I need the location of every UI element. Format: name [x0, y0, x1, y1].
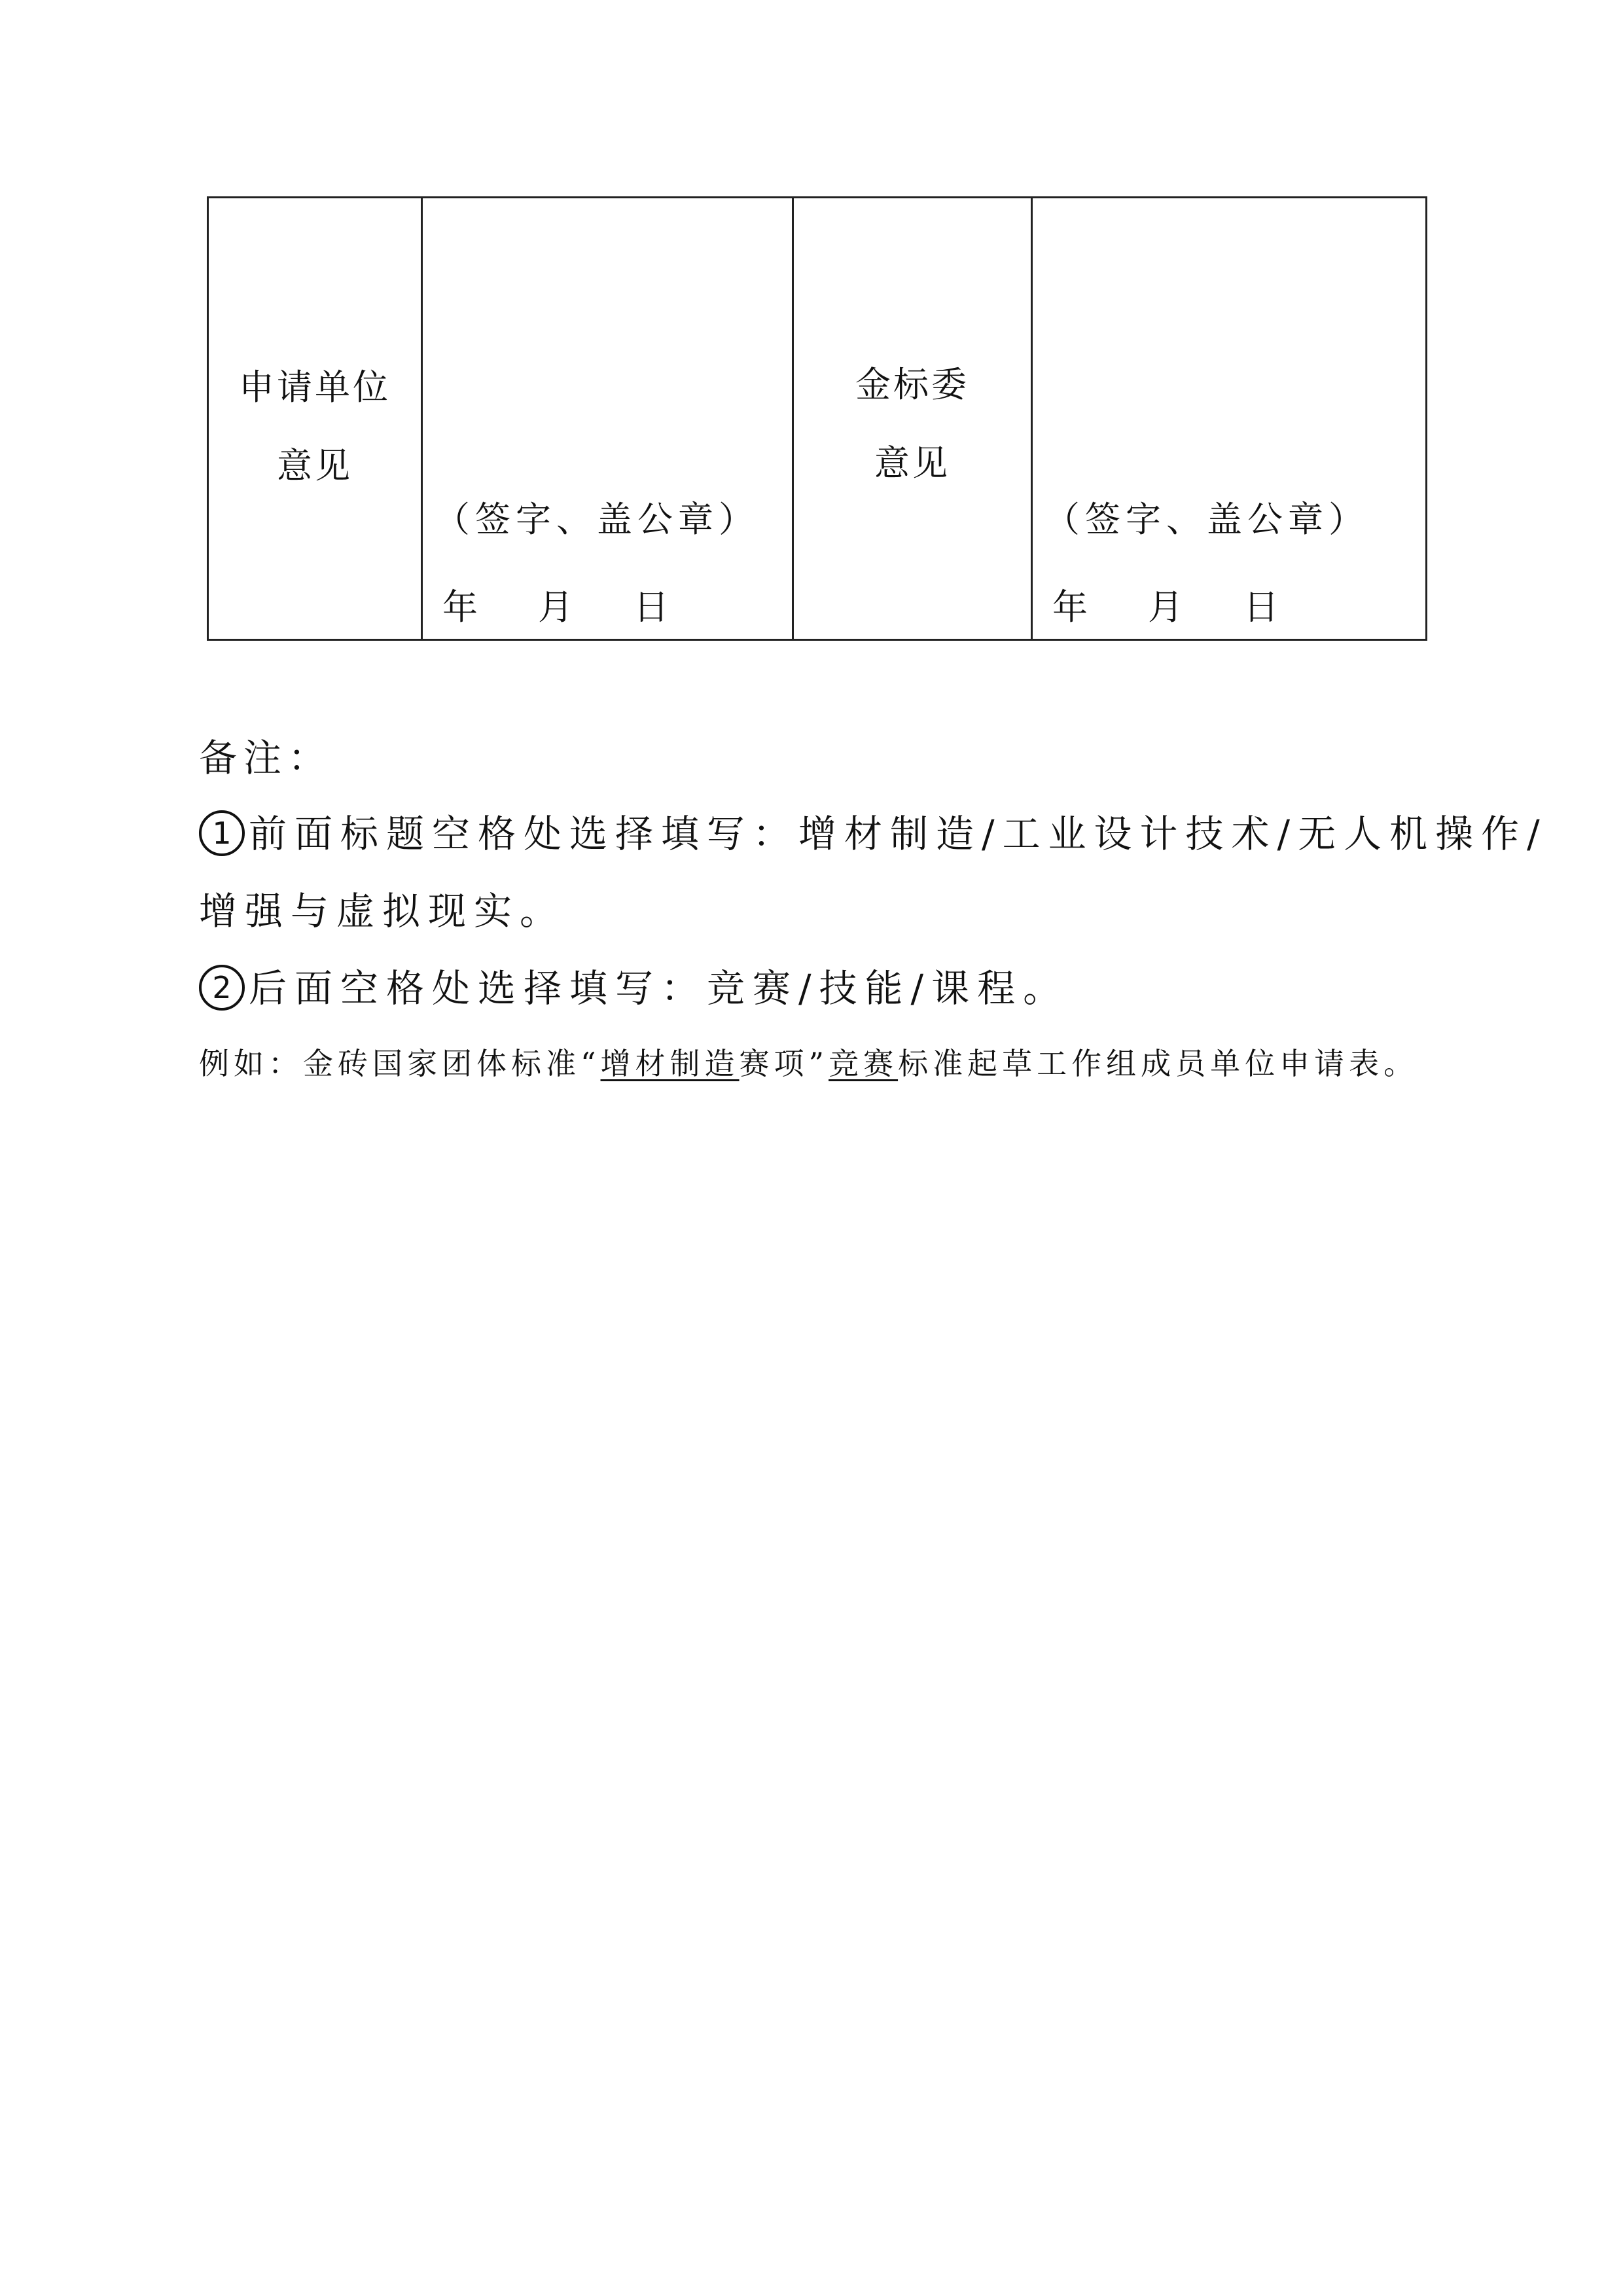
- opinion-table: [207, 196, 1427, 641]
- committee-label-line-1: 金标委: [855, 364, 969, 405]
- note-item-2: [199, 962, 1442, 1014]
- committee-date: [1052, 579, 1279, 630]
- committee-sign-note: （签字、盖公章）: [1044, 499, 1369, 540]
- committee-label: [794, 364, 1031, 489]
- applicant-label-cell: [208, 198, 422, 640]
- committee-label-cell: [793, 198, 1032, 640]
- committee-date-month: 月: [1148, 586, 1183, 628]
- committee-date-day: 日: [1243, 586, 1279, 628]
- applicant-date-day: 日: [633, 586, 669, 628]
- applicant-sign-note: （签字、盖公章）: [435, 499, 759, 540]
- applicant-date: [442, 579, 669, 630]
- opinion-row: [208, 198, 1427, 640]
- note-item-2-text: 后面空格处选择填写：竞赛/技能/课程。: [249, 966, 1069, 1011]
- example-fill-2: 竞赛: [829, 1046, 899, 1081]
- note-item-1-continuation: 增强与虚拟现实。: [199, 889, 566, 933]
- example-middle: 赛项”: [739, 1046, 829, 1081]
- example-suffix: 标准起草工作组成员单位申请表。: [898, 1046, 1419, 1081]
- applicant-date-year: 年: [442, 586, 478, 628]
- example-prefix: 例如：金砖国家团体标准“: [199, 1046, 601, 1081]
- applicant-date-month: 月: [538, 586, 573, 628]
- committee-date-year: 年: [1052, 586, 1088, 628]
- example-line: [199, 1041, 1442, 1086]
- circled-two-icon: 2: [199, 965, 245, 1011]
- note-item-1-text: 前面标题空格处选择填写：增材制造/工业设计技术/无人机操作/: [249, 812, 1548, 856]
- example-fill-1: 增材制造: [600, 1046, 740, 1081]
- applicant-opinion-cell[interactable]: [422, 198, 793, 640]
- notes-section: [199, 732, 1548, 1086]
- notes-title: 备注：: [199, 736, 333, 780]
- applicant-label-line-1: 申请单位: [239, 367, 391, 408]
- note-item-1: [199, 808, 1548, 860]
- applicant-label-line-2: 意见: [277, 445, 353, 486]
- committee-opinion-cell[interactable]: [1032, 198, 1427, 640]
- applicant-label: [209, 367, 421, 492]
- committee-label-line-2: 意见: [874, 442, 950, 484]
- circled-one-icon: 1: [199, 810, 245, 856]
